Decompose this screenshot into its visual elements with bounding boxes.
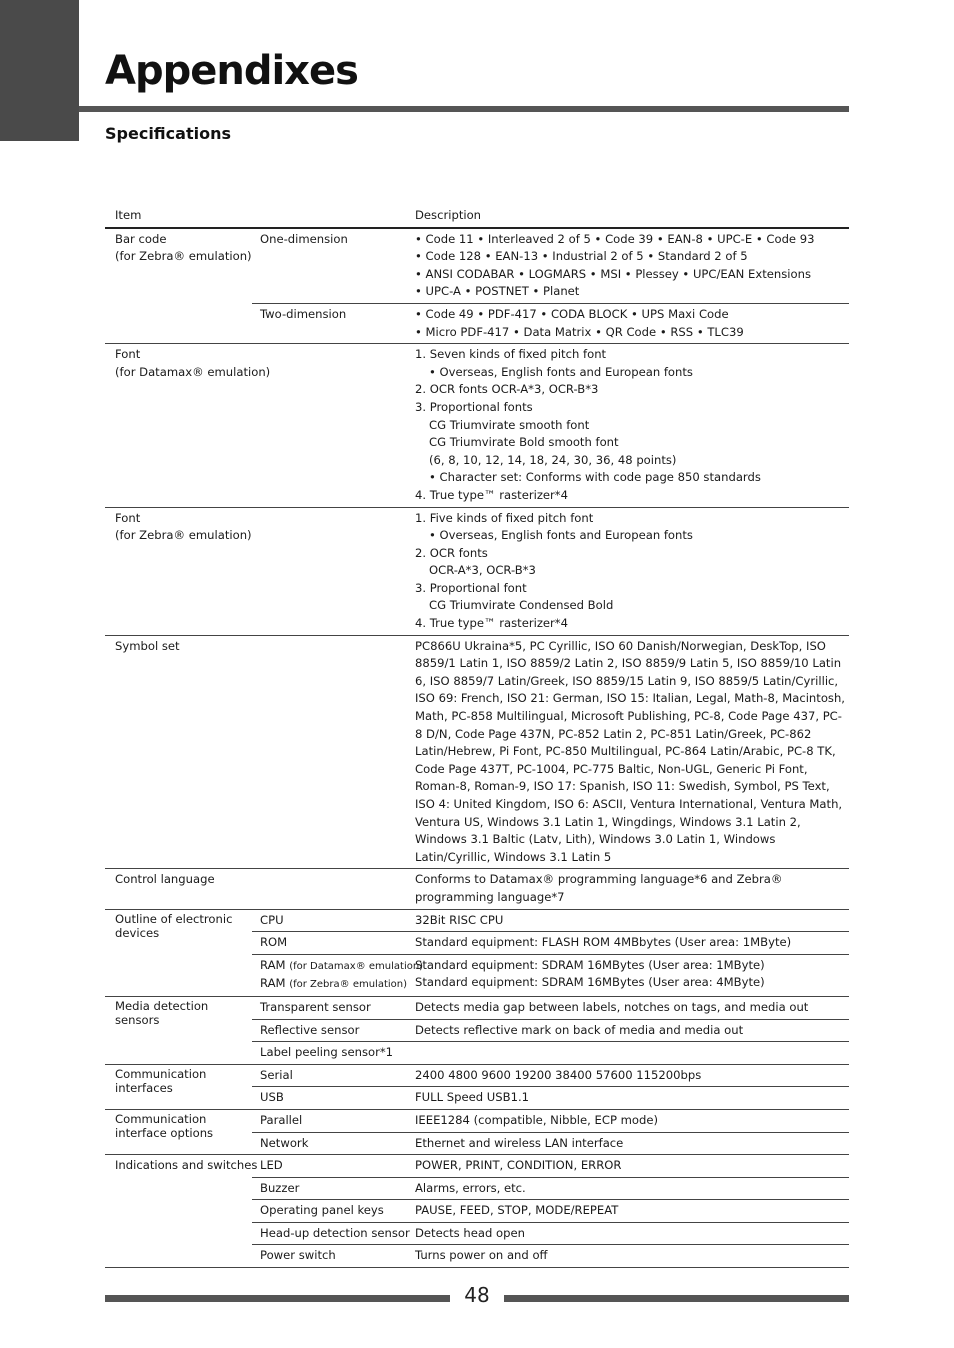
item-control-language: Control language [105,869,409,909]
desc-font-datamax: 1. Seven kinds of fixed pitch font • Overseas, English fonts and European fonts 2. OCR fonts OCR-A*3, OCR-B*3 3. Proportional fonts CG Triumvirate smooth font CG Triumvirate Bold smooth font (6, 8, 10, 12, 14, 18, 24, 30, 36, 48 points) • Character set: Conforms with code page 850 standards 4. True type™ rasterizer*4 [409,344,849,507]
desc-two-dimension: • Code 49 • PDF-417 • CODA BLOCK • UPS Maxi Code • Micro PDF-417 • Data Matrix • QR Code • RSS • TLC39 [409,303,849,343]
sub-power-switch: Power switch [252,1245,409,1268]
sub-transparent-sensor: Transparent sensor [252,996,409,1019]
desc-buzzer: Alarms, errors, etc. [409,1177,849,1200]
desc-label-peeling-sensor [409,1042,849,1065]
desc-operating-panel-keys: PAUSE, FEED, STOP, MODE/REPEAT [409,1200,849,1223]
item-indications-switches: Indications and switches [105,1155,252,1268]
sub-label-peeling-sensor: Label peeling sensor*1 [252,1042,409,1065]
sub-network: Network [252,1132,409,1155]
desc-reflective-sensor: Detects reflective mark on back of media and media out [409,1019,849,1042]
sub-usb: USB [252,1087,409,1110]
item-symbol-set: Symbol set [105,635,409,869]
item-font-zebra: Font (for Zebra® emulation) [105,507,409,635]
desc-one-dimension: • Code 11 • Interleaved 2 of 5 • Code 39 • EAN-8 • UPC-E • Code 93 • Code 128 • EAN-13 • Industrial 2 of 5 • Standard 2 of 5 • ANSI CODABAR • LOGMARS • MSI • Plessey • UPC/EAN Extensions • UPC-A • POSTNET • Planet [409,228,849,304]
sub-one-dimension: One-dimension [252,228,409,304]
desc-power-switch: Turns power on and off [409,1245,849,1268]
item-barcode: Bar code (for Zebra® emulation) [105,228,252,344]
item-media-detection: Media detection sensors [105,996,252,1064]
desc-head-up-sensor: Detects head open [409,1222,849,1245]
sub-two-dimension: Two-dimension [252,303,409,343]
desc-led: POWER, PRINT, CONDITION, ERROR [409,1155,849,1178]
desc-ram: Standard equipment: SDRAM 16MBytes (User area: 1MByte) Standard equipment: SDRAM 16MBytes (User area: 4MByte) [409,954,849,996]
desc-transparent-sensor: Detects media gap between labels, notches on tags, and media out [409,996,849,1019]
item-electronic-devices: Outline of electronic devices [105,909,252,996]
sub-parallel: Parallel [252,1109,409,1132]
desc-serial: 2400 4800 9600 19200 38400 57600 115200bps [409,1064,849,1087]
desc-network: Ethernet and wireless LAN interface [409,1132,849,1155]
sub-rom: ROM [252,932,409,955]
sub-operating-panel-keys: Operating panel keys [252,1200,409,1223]
sub-cpu: CPU [252,909,409,932]
header-description: Description [409,207,849,228]
sub-head-up-sensor: Head-up detection sensor [252,1222,409,1245]
table-row [105,996,849,1019]
specifications-table [105,207,849,1268]
sub-serial: Serial [252,1064,409,1087]
item-communication-interfaces: Communication interfaces [105,1064,252,1109]
table-row [105,635,849,869]
sub-reflective-sensor: Reflective sensor [252,1019,409,1042]
desc-rom: Standard equipment: FLASH ROM 4MBbytes (User area: 1MByte) [409,932,849,955]
item-communication-options: Communication interface options [105,1109,252,1154]
header-item: Item [105,207,409,228]
item-font-datamax: Font (for Datamax® emulation) [105,344,409,507]
table-row [105,507,849,635]
table-row [105,869,849,909]
table-row [105,909,849,932]
sub-ram: RAM (for Datamax® emulation) RAM (for Zebra® emulation) [252,954,409,996]
desc-usb: FULL Speed USB1.1 [409,1087,849,1110]
table-row [105,1064,849,1087]
corner-tab-block [0,0,79,141]
section-title: Specifications [105,124,231,143]
footer-rule-left [105,1295,450,1302]
title-rule [79,106,849,112]
desc-cpu: 32Bit RISC CPU [409,909,849,932]
desc-control-language: Conforms to Datamax® programming language*6 and Zebra® programming language*7 [409,869,849,909]
table-row [105,228,849,304]
table-header-row [105,207,849,228]
footer-rule-right [504,1295,849,1302]
desc-font-zebra: 1. Five kinds of fixed pitch font • Overseas, English fonts and European fonts 2. OCR fonts OCR-A*3, OCR-B*3 3. Proportional font CG Triumvirate Condensed Bold 4. True type™ rasterizer*4 [409,507,849,635]
desc-parallel: IEEE1284 (compatible, Nibble, ECP mode) [409,1109,849,1132]
page-title: Appendixes [105,48,358,94]
page-number: 48 [464,1283,490,1307]
table-row [105,1109,849,1132]
sub-buzzer: Buzzer [252,1177,409,1200]
table-row [105,344,849,507]
desc-symbol-set: PC866U Ukraina*5, PC Cyrillic, ISO 60 Danish/Norwegian, DeskTop, ISO 8859/1 Latin 1, ISO 8859/2 Latin 2, ISO 8859/9 Latin 5, ISO 8859/10 Latin 6, ISO 8859/7 Latin/Greek, ISO 8859/15 Latin 9, ISO 8859/5 Latin/Cyrillic, ISO 69: French, ISO 21: German, ISO 15: Italian, Legal, Math-8, Macintosh, Math, PC-858 Multilingual, Microsoft Publishing, PC-8, Code Page 437, PC-8 D/N, Code Page 437N, PC-852 Latin 2, PC-851 Latin/Greek, PC-862 Latin/Hebrew, Pi Font, PC-850 Multilingual, PC-864 Latin/Arabic, PC-8 TK, Code Page 437T, PC-1004, PC-775 Baltic, Non-UGL, Generic Pi Font, Roman-8, Roman-9, ISO 17: Spanish, ISO 11: Swedish, Symbol, PS Text, ISO 4: United Kingdom, ISO 6: ASCII, Ventura International, Ventura Math, Ventura US, Windows 3.1 Latin 1, Wingdings, Windows 3.1 Latin 2, Windows 3.1 Baltic (Latv, Lith), Windows 3.0 Latin 1, Windows Latin/Cyrillic, Windows 3.1 Latin 5 [409,635,849,869]
sub-led: LED [252,1155,409,1178]
table-row [105,1155,849,1178]
